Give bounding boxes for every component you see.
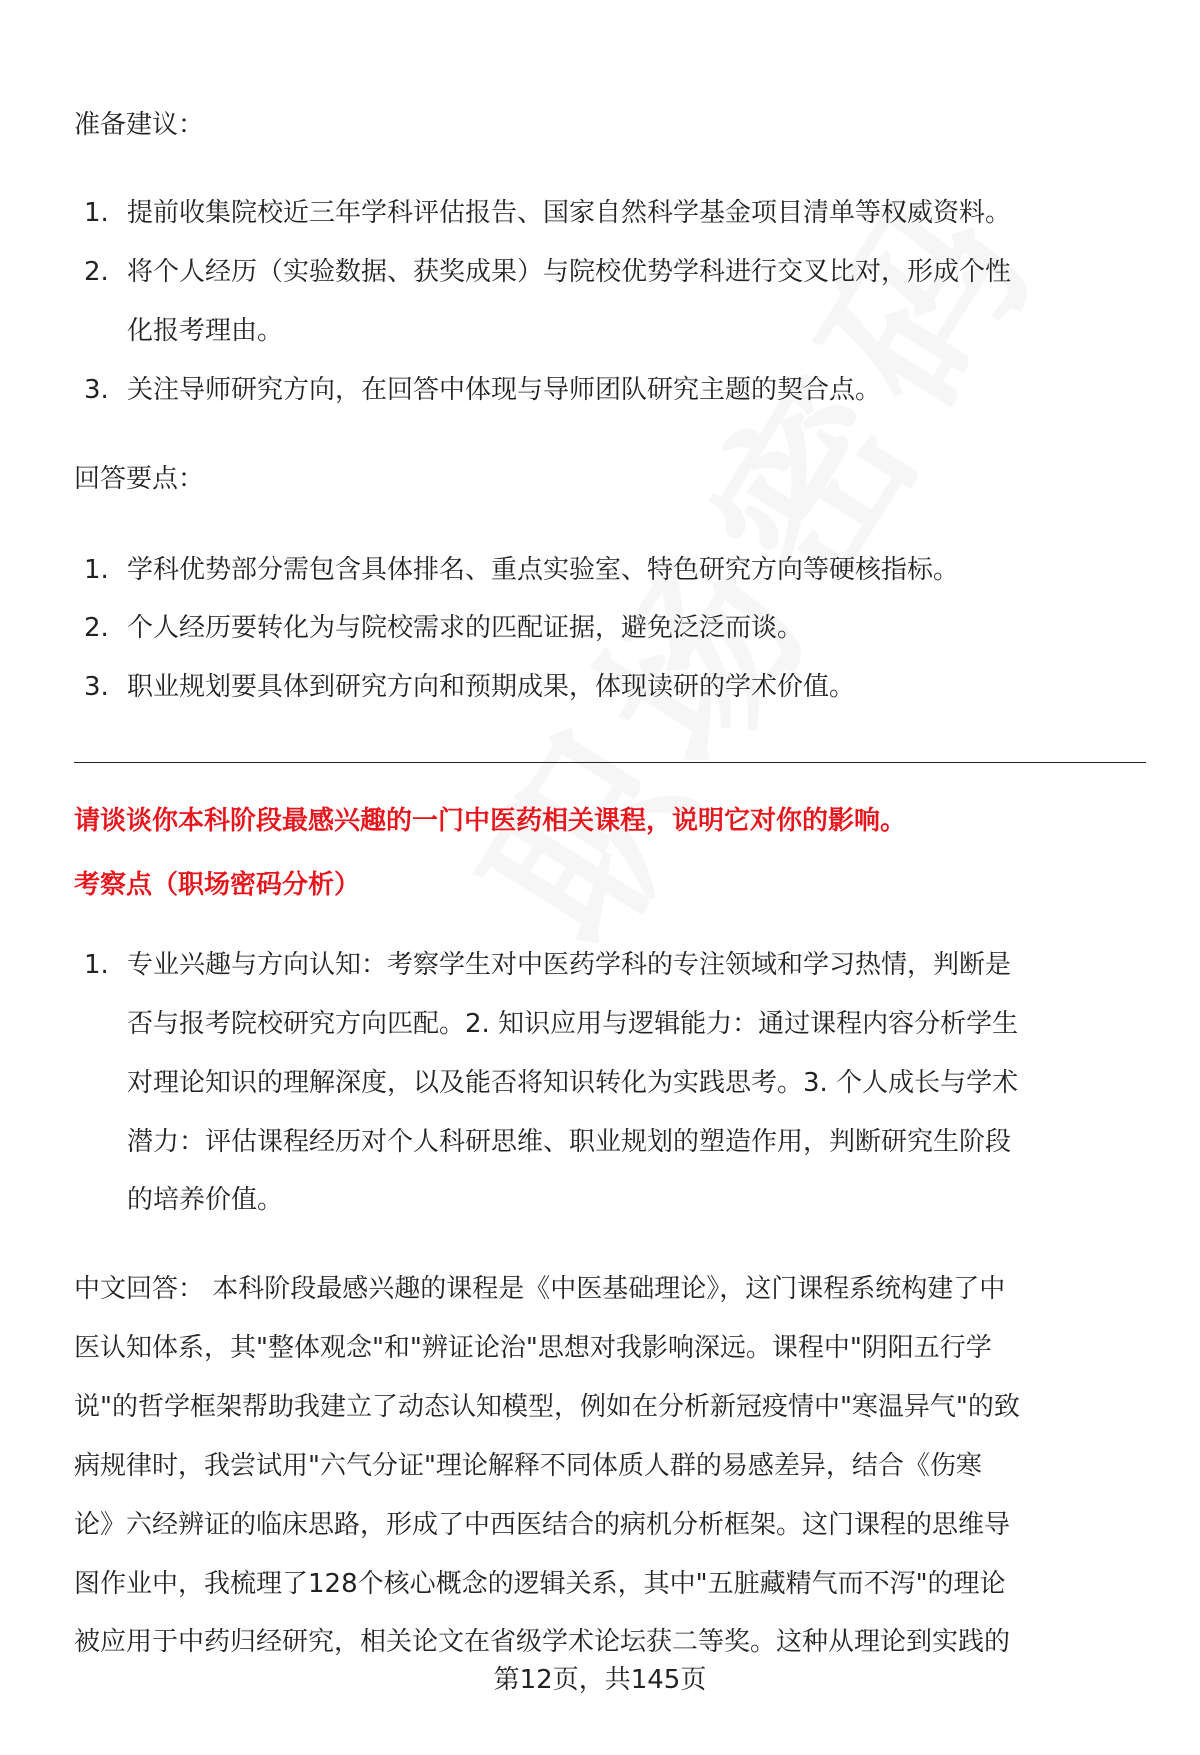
question-item-line: 否与报考院校研究方向匹配。2. 知识应用与逻辑能力：通过课程内容分析学生 <box>127 1009 1019 1039</box>
prep-item-1-num: 1. <box>84 198 109 228</box>
points-item-2-num: 2. <box>84 613 109 643</box>
answer-line: 说"的哲学框架帮助我建立了动态认知模型，例如在分析新冠疫情中"寒温异气"的致 <box>74 1392 1020 1422</box>
prep-item-1: 提前收集院校近三年学科评估报告、国家自然科学基金项目清单等权威资料。 <box>127 198 1012 228</box>
question-item-line: 潜力：评估课程经历对个人科研思维、职业规划的塑造作用，判断研究生阶段 <box>127 1127 1012 1157</box>
answer-line: 论》六经辨证的临床思路，形成了中西医结合的病机分析框架。这门课程的思维导 <box>74 1510 1011 1540</box>
answer-line: 中文回答： 本科阶段最感兴趣的课程是《中医基础理论》，这门课程系统构建了中 <box>74 1274 1006 1304</box>
answer-line: 医认知体系，其"整体观念"和"辨证论治"思想对我影响深远。课程中"阴阳五行学 <box>74 1333 992 1363</box>
question-item-line: 专业兴趣与方向认知：考察学生对中医药学科的专注领域和学习热情，判断是 <box>127 950 1012 980</box>
answer-line: 被应用于中药归经研究，相关论文在省级学术论坛获二等奖。这种从理论到实践的 <box>74 1627 1011 1657</box>
prep-heading: 准备建议： <box>74 110 205 140</box>
question-item-line: 的培养价值。 <box>127 1185 284 1215</box>
points-item-1-num: 1. <box>84 555 109 585</box>
points-item-3: 职业规划要具体到研究方向和预期成果，体现读研的学术价值。 <box>127 672 856 702</box>
answer-line: 病规律时，我尝试用"六气分证"理论解释不同体质人群的易感差异，结合《伤寒 <box>74 1451 982 1481</box>
prep-item-2-num: 2. <box>84 257 109 287</box>
question-title: 请谈谈你本科阶段最感兴趣的一门中医药相关课程，说明它对你的影响。 <box>74 806 907 836</box>
prep-item-3: 关注导师研究方向，在回答中体现与导师团队研究主题的契合点。 <box>127 375 882 405</box>
question-item-line: 对理论知识的理解深度，以及能否将知识转化为实践思考。3. 个人成长与学术 <box>127 1068 1019 1098</box>
question-item-num: 1. <box>84 950 109 980</box>
page-number: 第12页，共145页 <box>493 1665 707 1695</box>
divider <box>74 762 1146 763</box>
question-subtitle: 考察点（职场密码分析） <box>74 870 361 900</box>
points-heading: 回答要点： <box>74 464 205 494</box>
prep-item-2-line-2: 化报考理由。 <box>127 316 284 346</box>
points-item-2: 个人经历要转化为与院校需求的匹配证据，避免泛泛而谈。 <box>127 613 804 643</box>
points-item-1: 学科优势部分需包含具体排名、重点实验室、特色研究方向等硬核指标。 <box>127 555 960 585</box>
points-item-3-num: 3. <box>84 672 109 702</box>
prep-item-3-num: 3. <box>84 375 109 405</box>
prep-item-2-line-1: 将个人经历（实验数据、获奖成果）与院校优势学科进行交叉比对，形成个性 <box>127 257 1012 287</box>
answer-line: 图作业中，我梳理了128个核心概念的逻辑关系，其中"五脏藏精气而不泻"的理论 <box>74 1569 1006 1599</box>
